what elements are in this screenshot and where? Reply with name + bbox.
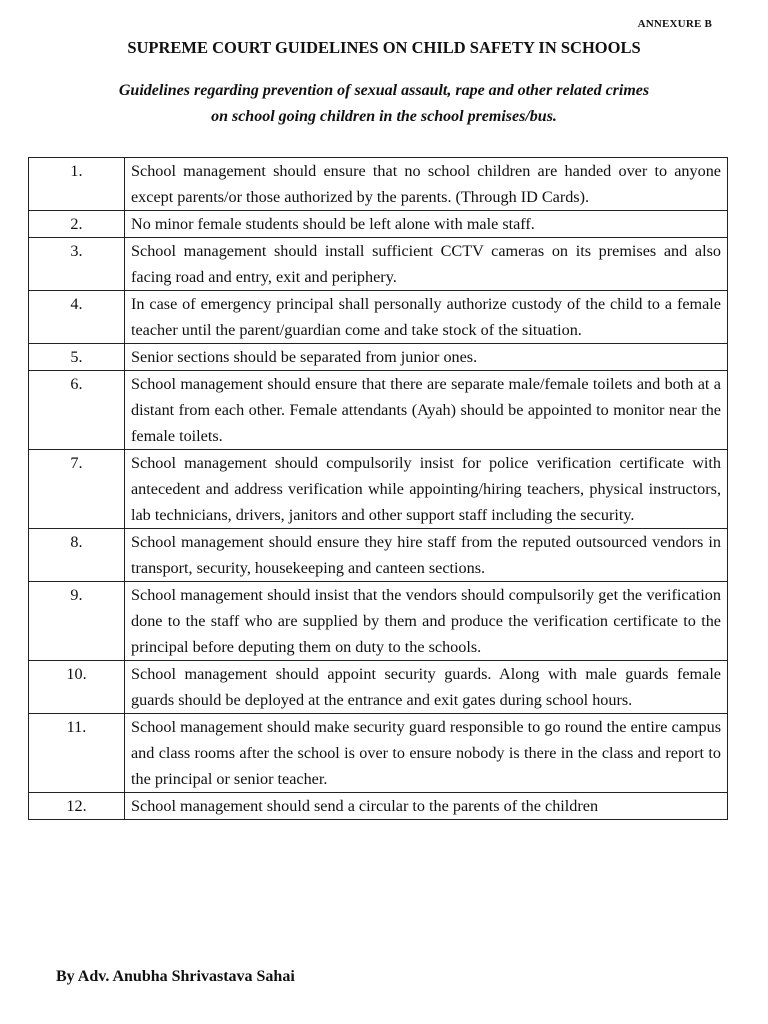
guideline-row bbox=[29, 344, 728, 371]
guideline-text: School management should ensure that no school children are handed over to anyone except parents/or those authorized by the parents. (Through ID Cards). bbox=[125, 158, 728, 211]
guideline-text: No minor female students should be left alone with male staff. bbox=[125, 211, 728, 238]
guideline-row bbox=[29, 450, 728, 529]
guideline-row bbox=[29, 371, 728, 450]
guideline-text: School management should install sufficient CCTV cameras on its premises and also facing road and entry, exit and periphery. bbox=[125, 238, 728, 291]
author-signature: By Adv. Anubha Shrivastava Sahai bbox=[56, 968, 295, 985]
guideline-text: Senior sections should be separated from junior ones. bbox=[125, 344, 728, 371]
guideline-number: 12. bbox=[29, 793, 125, 820]
guideline-text: School management should make security guard responsible to go round the entire campus and class rooms after the school is over to ensure nobody is there in the class and report to the principal or senior teacher. bbox=[125, 714, 728, 793]
guideline-number: 11. bbox=[29, 714, 125, 793]
guideline-number: 5. bbox=[29, 344, 125, 371]
guideline-text: School management should appoint security guards. Along with male guards female guards should be deployed at the entrance and exit gates during school hours. bbox=[125, 661, 728, 714]
guideline-number: 4. bbox=[29, 291, 125, 344]
guideline-row bbox=[29, 238, 728, 291]
guideline-text: School management should insist that the vendors should compulsorily get the verification done to the staff who are supplied by them and produce the verification certificate to the principal before deputing them on duty to the schools. bbox=[125, 582, 728, 661]
guideline-row bbox=[29, 661, 728, 714]
page-title: SUPREME COURT GUIDELINES ON CHILD SAFETY IN SCHOOLS bbox=[127, 38, 641, 57]
guideline-text: School management should compulsorily insist for police verification certificate with antecedent and address verification while appointing/hiring teachers, physical instructors, lab technicians, drivers, janitors and other support staff including the security. bbox=[125, 450, 728, 529]
guideline-row bbox=[29, 793, 728, 820]
guideline-text: In case of emergency principal shall personally authorize custody of the child to a female teacher until the parent/guardian come and take stock of the situation. bbox=[125, 291, 728, 344]
guideline-row bbox=[29, 158, 728, 211]
guideline-row bbox=[29, 714, 728, 793]
guideline-number: 1. bbox=[29, 158, 125, 211]
guideline-text: School management should ensure that there are separate male/female toilets and both at a distant from each other. Female attendants (Ayah) should be appointed to monitor near the female toilets. bbox=[125, 371, 728, 450]
guideline-number: 8. bbox=[29, 529, 125, 582]
guideline-row bbox=[29, 211, 728, 238]
guideline-text: School management should ensure they hire staff from the reputed outsourced vendors in transport, security, housekeeping and canteen sections. bbox=[125, 529, 728, 582]
guideline-number: 10. bbox=[29, 661, 125, 714]
guideline-row bbox=[29, 582, 728, 661]
guideline-number: 7. bbox=[29, 450, 125, 529]
page-subtitle bbox=[40, 78, 728, 130]
guideline-row bbox=[29, 529, 728, 582]
subtitle-line-1: Guidelines regarding prevention of sexual assault, rape and other related crimes bbox=[118, 82, 650, 99]
guideline-number: 3. bbox=[29, 238, 125, 291]
guideline-row bbox=[29, 291, 728, 344]
annexure-label: ANNEXURE B bbox=[637, 18, 712, 30]
guideline-text: School management should send a circular to the parents of the children bbox=[125, 793, 728, 820]
guidelines-table bbox=[28, 157, 728, 820]
guideline-number: 6. bbox=[29, 371, 125, 450]
guideline-number: 2. bbox=[29, 211, 125, 238]
guideline-number: 9. bbox=[29, 582, 125, 661]
subtitle-line-2: on school going children in the school premises/bus. bbox=[211, 108, 557, 125]
